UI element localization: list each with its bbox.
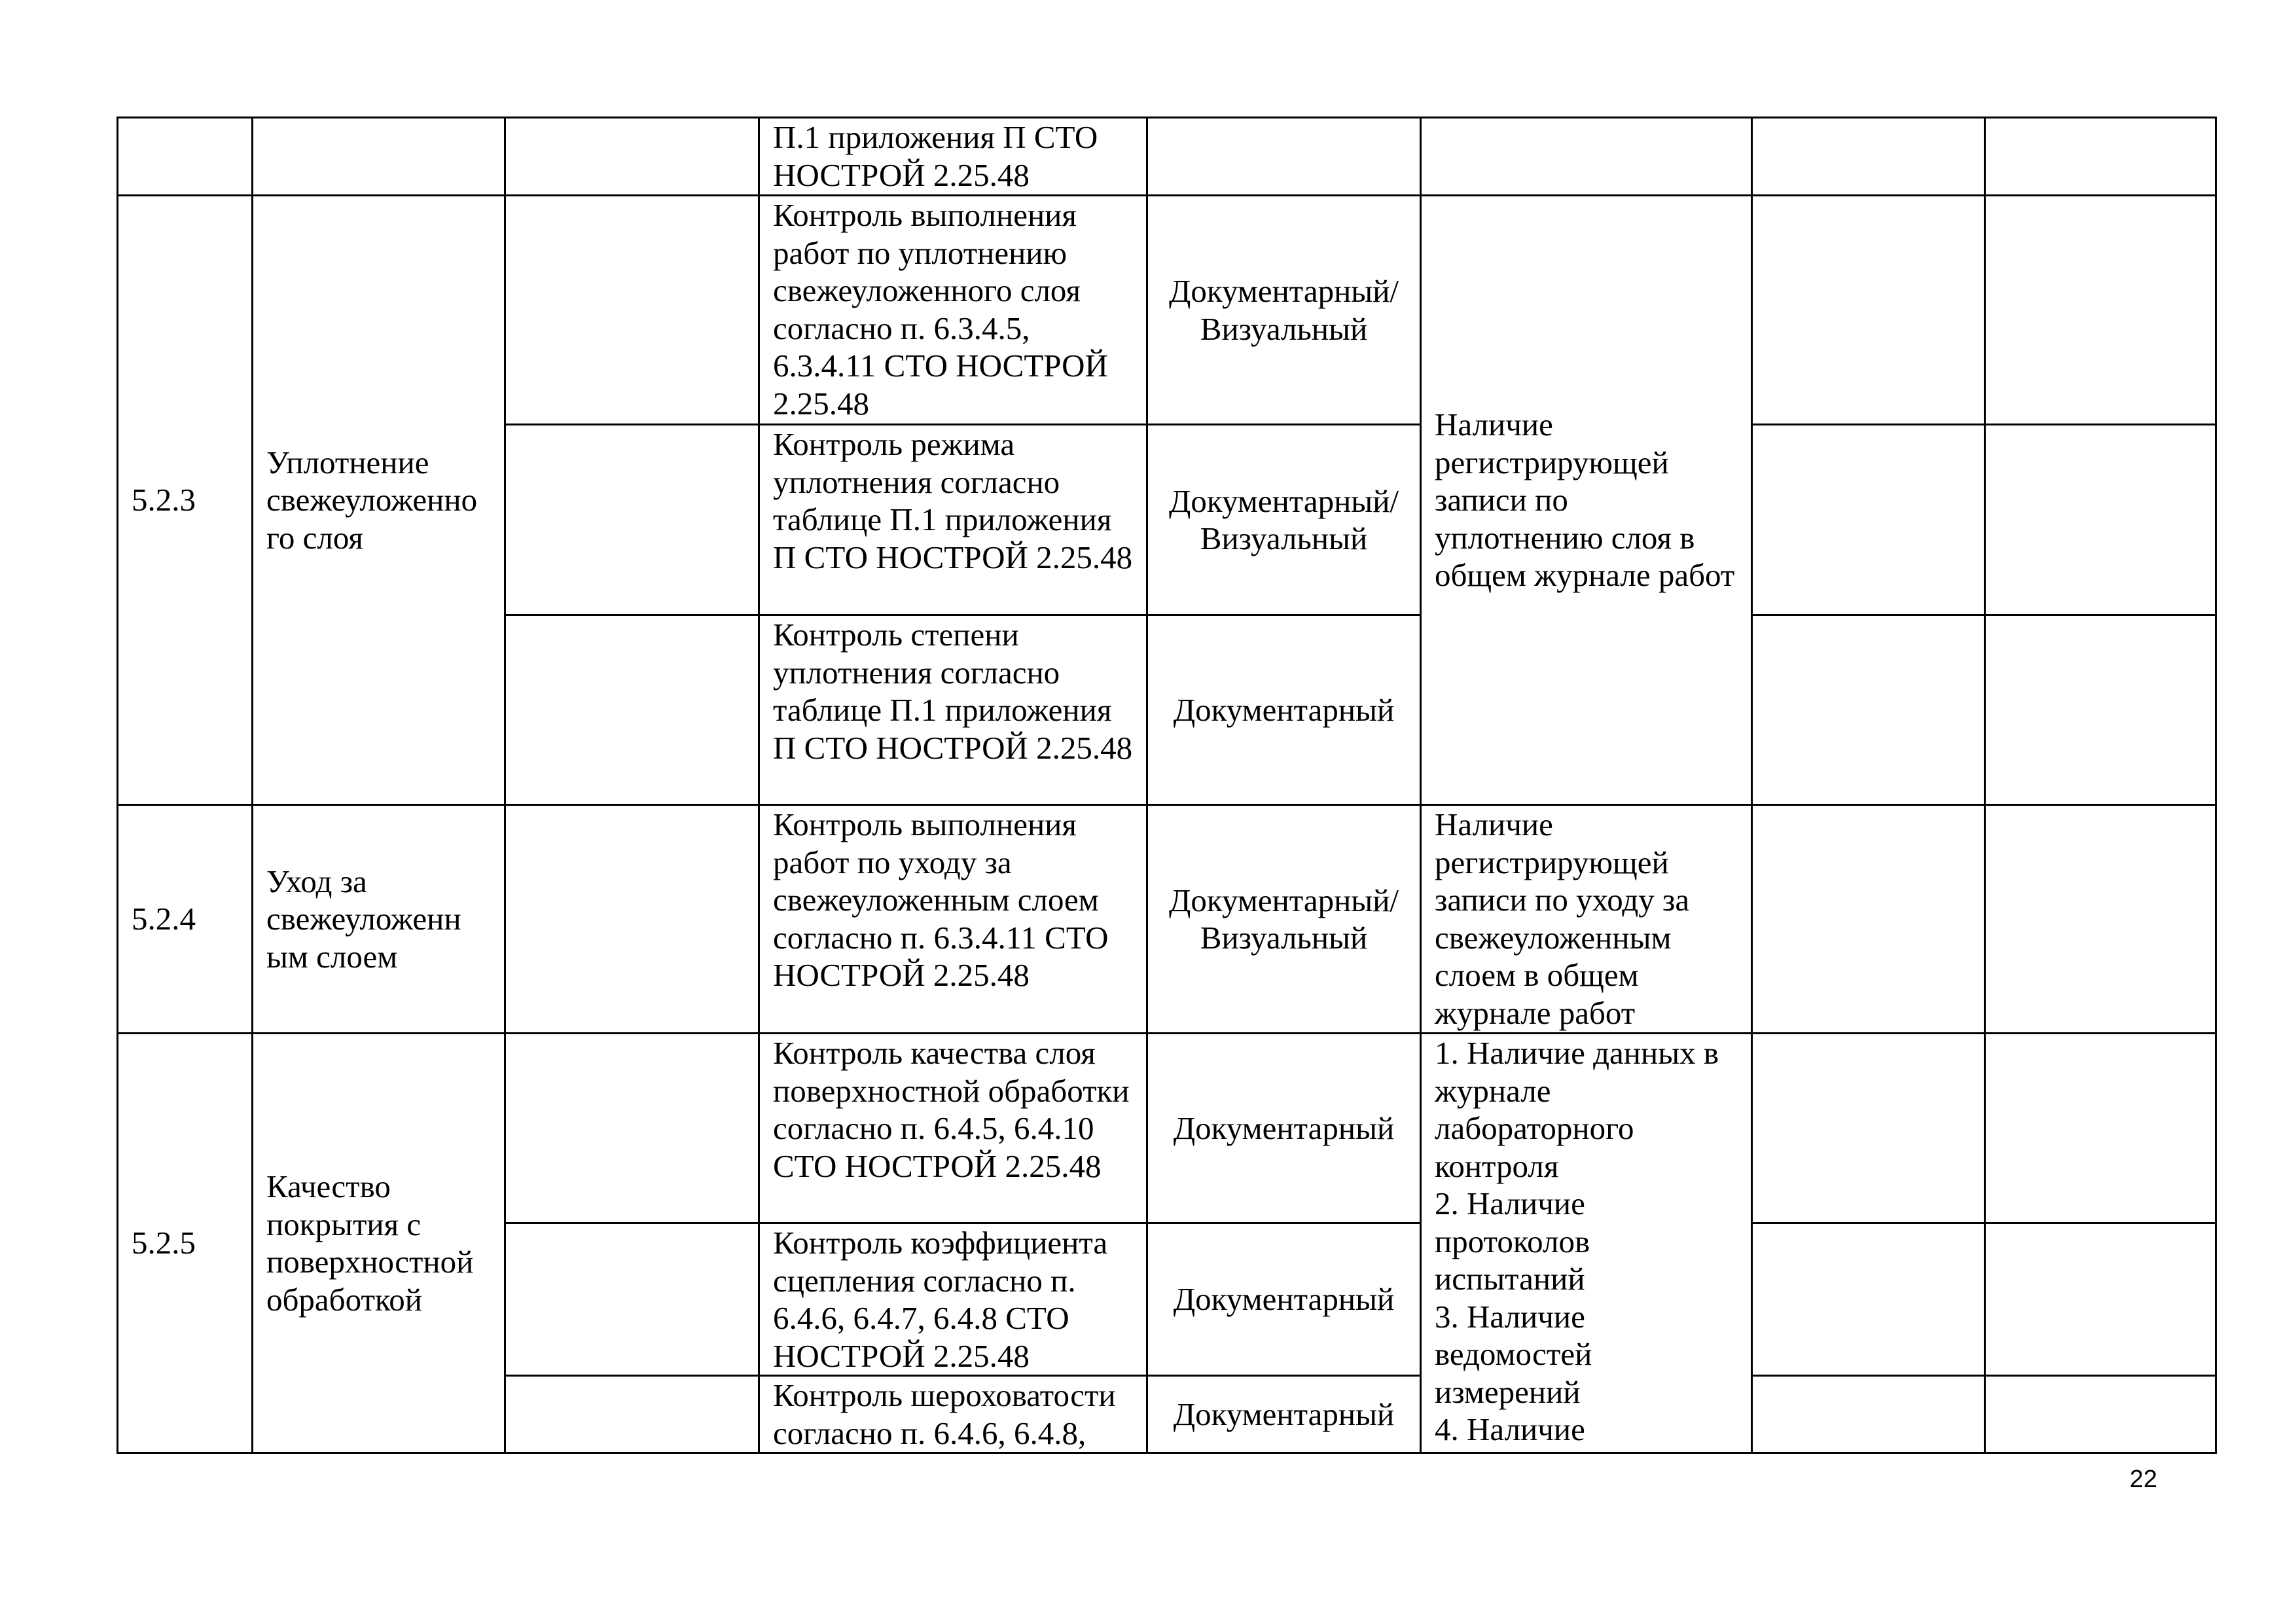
cell-method: Документарный: [1147, 1034, 1421, 1223]
cell-empty: [1985, 1376, 2216, 1453]
cell-empty: [1985, 615, 2216, 805]
cell-result: Наличие регистрирующей записи по уходу за свежеуложенным слоем в общем журнале работ: [1421, 805, 1752, 1034]
cell-method: Документарный: [1147, 615, 1421, 805]
cell-control: Контроль коэффициента сцепления согласно п. 6.4.6, 6.4.7, 6.4.8 СТО НОСТРОЙ 2.25.48: [759, 1223, 1147, 1376]
cell-empty: [1752, 196, 1985, 425]
cell-empty: [1985, 196, 2216, 425]
cell-method: [1147, 118, 1421, 196]
cell-control: Контроль режима уплотнения согласно таблице П.1 приложения П СТО НОСТРОЙ 2.25.48: [759, 425, 1147, 615]
cell-method: Документарный: [1147, 1223, 1421, 1376]
cell-empty: [505, 196, 759, 425]
cell-empty: [1985, 805, 2216, 1034]
table-row: [118, 118, 2216, 196]
cell-method: Документарный: [1147, 1376, 1421, 1453]
cell-method: Документарный/ Визуальный: [1147, 196, 1421, 425]
cell-control: Контроль шероховатости согласно п. 6.4.6, 6.4.8,: [759, 1376, 1147, 1453]
table-row: [118, 1034, 2216, 1223]
cell-method: Документарный/ Визуальный: [1147, 425, 1421, 615]
cell-number: 5.2.4: [118, 805, 253, 1034]
cell-stage-name: [253, 118, 505, 196]
cell-stage-name: Уплотнение свежеуложенно го слоя: [253, 196, 505, 805]
cell-control: Контроль выполнения работ по уходу за свежеуложенным слоем согласно п. 6.3.4.11 СТО НОСТРОЙ 2.25.48: [759, 805, 1147, 1034]
cell-empty: [505, 118, 759, 196]
cell-empty: [1752, 615, 1985, 805]
cell-control: П.1 приложения П СТО НОСТРОЙ 2.25.48: [759, 118, 1147, 196]
cell-result: 1. Наличие данных в журнале лабораторного контроля 2. Наличие протоколов испытаний 3. Наличие ведомостей измерений 4. Наличие: [1421, 1034, 1752, 1453]
page-number: 22: [2129, 1466, 2157, 1493]
cell-empty: [1752, 1223, 1985, 1376]
cell-empty: [505, 1034, 759, 1223]
cell-empty: [1752, 805, 1985, 1034]
cell-number: 5.2.3: [118, 196, 253, 805]
cell-empty: [505, 425, 759, 615]
cell-empty: [1752, 118, 1985, 196]
cell-result: [1421, 118, 1752, 196]
cell-number: 5.2.5: [118, 1034, 253, 1453]
cell-stage-name: Уход за свежеуложенн ым слоем: [253, 805, 505, 1034]
cell-result: Наличие регистрирующей записи по уплотнению слоя в общем журнале работ: [1421, 196, 1752, 805]
cell-empty: [1752, 1376, 1985, 1453]
cell-control: Контроль выполнения работ по уплотнению свежеуложенного слоя согласно п. 6.3.4.5, 6.3.4.11 СТО НОСТРОЙ 2.25.48: [759, 196, 1147, 425]
control-table: [117, 117, 2217, 1454]
cell-empty: [505, 805, 759, 1034]
cell-empty: [505, 1376, 759, 1453]
cell-number: [118, 118, 253, 196]
cell-empty: [505, 1223, 759, 1376]
cell-stage-name: Качество покрытия с поверхностной обработкой: [253, 1034, 505, 1453]
cell-empty: [1985, 1223, 2216, 1376]
table-row: [118, 196, 2216, 425]
table-row: [118, 805, 2216, 1034]
cell-empty: [1752, 425, 1985, 615]
cell-empty: [505, 615, 759, 805]
cell-control: Контроль степени уплотнения согласно таблице П.1 приложения П СТО НОСТРОЙ 2.25.48: [759, 615, 1147, 805]
cell-empty: [1985, 1034, 2216, 1223]
cell-empty: [1985, 118, 2216, 196]
cell-empty: [1752, 1034, 1985, 1223]
cell-method: Документарный/ Визуальный: [1147, 805, 1421, 1034]
cell-control: Контроль качества слоя поверхностной обработки согласно п. 6.4.5, 6.4.10 СТО НОСТРОЙ 2.25.48: [759, 1034, 1147, 1223]
cell-empty: [1985, 425, 2216, 615]
